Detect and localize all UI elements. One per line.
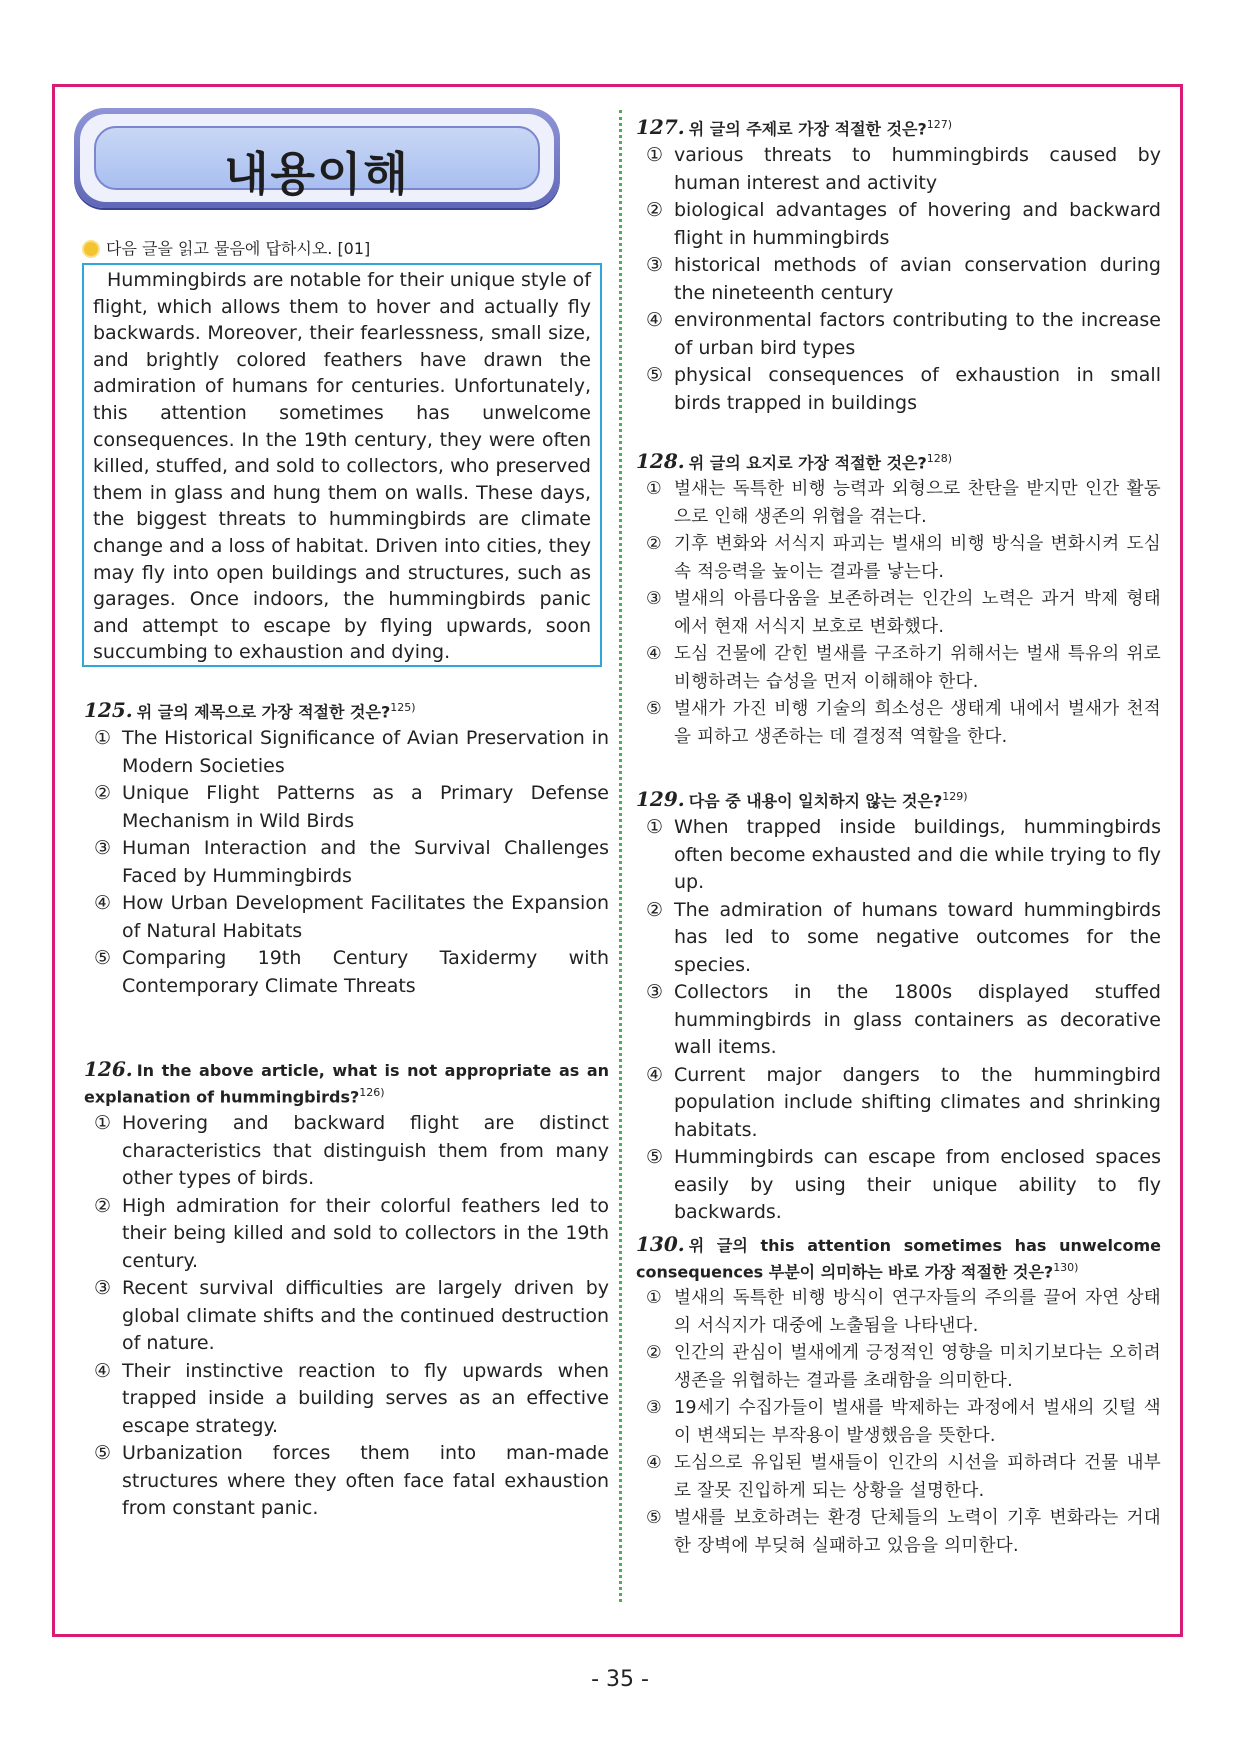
option-mark: ④ (646, 644, 662, 665)
option-3[interactable] (84, 835, 609, 890)
option-3[interactable] (84, 1275, 609, 1358)
option-4[interactable] (636, 1062, 1161, 1145)
option-text: High admiration for their colorful feathers led to their being killed and sold to collectors in the 19th century. (122, 1194, 609, 1272)
question-ref: 130) (1053, 1261, 1079, 1274)
option-4[interactable] (636, 641, 1161, 696)
option-mark: ③ (646, 981, 664, 1004)
option-mark: ③ (646, 254, 664, 277)
instruction (84, 236, 370, 259)
option-1[interactable] (84, 725, 609, 780)
question-ref: 128) (926, 452, 953, 465)
option-text: Current major dangers to the hummingbird population include shifting climates and shrinking habitats. (674, 1063, 1161, 1141)
question-prompt: 위 글의 this attention sometimes has unwelcome consequences 부분이 의미하는 바로 가장 적절한 것은? (636, 1236, 1161, 1282)
question-number: 129. (636, 787, 685, 812)
question-prompt: 위 글의 제목으로 가장 적절한 것은? (136, 702, 391, 722)
option-1[interactable] (636, 476, 1161, 531)
question-prompt: 다음 중 내용이 일치하지 않는 것은? (688, 791, 943, 811)
option-3[interactable] (636, 586, 1161, 641)
instruction-text: 다음 글을 읽고 물음에 답하시오. [01] (106, 239, 371, 258)
question-number: 125. (84, 698, 133, 723)
question-header (84, 1058, 609, 1108)
option-mark: ⑤ (94, 947, 112, 970)
page-number: - 35 - (591, 1667, 649, 1692)
option-mark: ② (94, 782, 112, 805)
question-header (636, 448, 1161, 474)
option-mark: ① (646, 1288, 662, 1309)
option-5[interactable] (636, 1144, 1161, 1227)
option-mark: ① (94, 727, 112, 750)
question-126 (84, 1058, 609, 1523)
question-129 (636, 786, 1161, 1227)
option-text: Unique Flight Patterns as a Primary Defense Mechanism in Wild Birds (122, 782, 609, 832)
question-125 (84, 697, 609, 1000)
option-text: 벌새가 가진 비행 기술의 희소성은 생태계 내에서 벌새가 천적을 피하고 생존하는 데 결정적 역할을 한다. (674, 699, 1161, 747)
page-title: 내용이해 (224, 147, 410, 201)
option-text: 인간의 관심이 벌새에게 긍정적인 영향을 미치기보다는 오히려 생존을 위협하는 결과를 초래함을 의미한다. (674, 1343, 1161, 1391)
question-number: 127. (636, 115, 685, 140)
option-4[interactable] (84, 890, 609, 945)
option-mark: ③ (646, 1398, 662, 1419)
option-text: Urbanization forces them into man-made structures where they often face fatal exhaustion from constant panic. (122, 1442, 609, 1520)
option-4[interactable] (84, 1358, 609, 1441)
option-5[interactable] (636, 696, 1161, 751)
question-ref: 127) (926, 118, 953, 131)
option-mark: ① (646, 816, 664, 839)
option-mark: ② (646, 1343, 662, 1364)
option-mark: ② (94, 1194, 112, 1217)
option-mark: ③ (94, 1277, 112, 1300)
question-ref: 125) (390, 701, 416, 714)
column-divider (619, 110, 622, 1602)
option-5[interactable] (84, 945, 609, 1000)
option-4[interactable] (636, 307, 1161, 362)
option-mark: ⑤ (646, 364, 664, 387)
option-text: 벌새의 아름다움을 보존하려는 인간의 노력은 과거 박제 형태에서 현재 서식지 보호로 변화했다. (674, 589, 1161, 637)
option-3[interactable] (636, 252, 1161, 307)
option-1[interactable] (636, 142, 1161, 197)
option-5[interactable] (636, 1505, 1161, 1560)
option-mark: ② (646, 534, 662, 555)
option-text: biological advantages of hovering and backward flight in hummingbirds (674, 199, 1161, 249)
option-mark: ① (646, 144, 664, 167)
option-1[interactable] (636, 1285, 1161, 1340)
question-prompt: 위 글의 요지로 가장 적절한 것은? (688, 453, 927, 473)
question-number: 128. (636, 449, 685, 474)
question-header (84, 697, 609, 723)
option-text: Hovering and backward flight are distinct characteristics that distinguish them from many other types of birds. (122, 1112, 609, 1190)
option-2[interactable] (636, 531, 1161, 586)
question-ref: 129) (942, 790, 968, 803)
option-mark: ④ (94, 1359, 112, 1382)
option-1[interactable] (636, 814, 1161, 897)
option-text: How Urban Development Facilitates the Expansion of Natural Habitats (122, 892, 609, 942)
option-mark: ⑤ (94, 1442, 112, 1465)
option-text: Hummingbirds can escape from enclosed spaces easily by using their unique ability to fly backwards. (674, 1146, 1161, 1224)
option-text: environmental factors contributing to the increase of urban bird types (674, 309, 1161, 359)
option-mark: ④ (646, 1453, 662, 1474)
option-text: Their instinctive reaction to fly upwards when trapped inside a building serves as an effective escape strategy. (122, 1359, 609, 1437)
option-4[interactable] (636, 1450, 1161, 1505)
option-mark: ④ (94, 892, 112, 915)
option-text: The admiration of humans toward hummingbirds has led to some negative outcomes for the species. (674, 898, 1161, 976)
question-prompt: 위 글의 주제로 가장 적절한 것은? (688, 119, 927, 139)
option-text: Human Interaction and the Survival Challenges Faced by Hummingbirds (122, 837, 609, 887)
question-127 (636, 114, 1161, 417)
title-banner (74, 108, 560, 208)
question-128 (636, 448, 1161, 751)
option-mark: ⑤ (646, 699, 662, 720)
option-5[interactable] (636, 362, 1161, 417)
option-2[interactable] (636, 197, 1161, 252)
option-1[interactable] (84, 1110, 609, 1193)
option-mark: ③ (94, 837, 112, 860)
question-ref: 126) (359, 1086, 385, 1099)
option-text: 기후 변화와 서식지 파괴는 벌새의 비행 방식을 변화시켜 도심 속 적응력을 높이는 결과를 낳는다. (674, 534, 1161, 582)
question-prompt: In the above article, what is not appropriate as an explanation of hummingbirds? (84, 1061, 609, 1107)
option-mark: ③ (646, 589, 662, 610)
passage-text: Hummingbirds are notable for their unique style of flight, which allows them to hover and actually fly backwards. Moreover, their fearlessness, small size, and brightly colored feathers have drawn the admiration of humans for centuries. Unfortunately, this attention sometimes has unwelcome consequences. In the 19th century, they were often killed, stuffed, and sold to collectors, who preserved them in glass and hung them on walls. These days, the biggest threats to hummingbirds are climate change and a loss of habitat. Driven into cities, they may fly into open buildings and structures, such as garages. Once indoors, the hummingbirds panic and attempt to escape by flying upwards, soon succumbing to exhaustion and dying. (93, 269, 591, 664)
option-text: Collectors in the 1800s displayed stuffed hummingbirds in glass containers as decorative wall items. (674, 981, 1161, 1059)
option-mark: ② (646, 199, 664, 222)
option-text: Comparing 19th Century Taxidermy with Contemporary Climate Threats (122, 947, 609, 997)
option-mark: ② (646, 898, 664, 921)
option-2[interactable] (84, 1193, 609, 1276)
flower-bullet-icon (84, 242, 98, 256)
option-3[interactable] (636, 1395, 1161, 1450)
question-header (636, 786, 1161, 812)
option-5[interactable] (84, 1440, 609, 1523)
option-text: historical methods of avian conservation during the nineteenth century (674, 254, 1161, 304)
option-text: When trapped inside buildings, hummingbirds often become exhausted and die while trying to fly up. (674, 816, 1161, 894)
option-text: 19세기 수집가들이 벌새를 박제하는 과정에서 벌새의 깃털 색이 변색되는 부작용이 발생했음을 뜻한다. (674, 1398, 1161, 1446)
question-130 (636, 1233, 1161, 1560)
option-mark: ① (646, 479, 662, 500)
option-text: Recent survival difficulties are largely driven by global climate shifts and the continued destruction of nature. (122, 1277, 609, 1355)
option-mark: ⑤ (646, 1146, 664, 1169)
option-text: 벌새는 독특한 비행 능력과 외형으로 찬탄을 받지만 인간 활동으로 인해 생존의 위협을 겪는다. (674, 479, 1161, 527)
option-text: physical consequences of exhaustion in small birds trapped in buildings (674, 364, 1161, 414)
option-mark: ① (94, 1112, 112, 1135)
question-header (636, 1233, 1161, 1283)
option-text: 벌새를 보호하려는 환경 단체들의 노력이 기후 변화라는 거대한 장벽에 부딪혀 실패하고 있음을 의미한다. (674, 1508, 1161, 1556)
question-number: 126. (84, 1057, 133, 1081)
option-mark: ⑤ (646, 1508, 662, 1529)
option-mark: ④ (646, 1063, 664, 1086)
option-3[interactable] (636, 979, 1161, 1062)
option-text: 도심으로 유입된 벌새들이 인간의 시선을 피하려다 건물 내부로 잘못 진입하게 되는 상황을 설명한다. (674, 1453, 1161, 1501)
option-2[interactable] (636, 1340, 1161, 1395)
option-2[interactable] (636, 897, 1161, 980)
option-text: 벌새의 독특한 비행 방식이 연구자들의 주의를 끌어 자연 상태의 서식지가 대중에 노출됨을 나타낸다. (674, 1288, 1161, 1336)
option-2[interactable] (84, 780, 609, 835)
question-header (636, 114, 1161, 140)
option-text: The Historical Significance of Avian Preservation in Modern Societies (122, 727, 609, 777)
option-mark: ④ (646, 309, 664, 332)
option-text: various threats to hummingbirds caused by human interest and activity (674, 144, 1161, 194)
option-text: 도심 건물에 갇힌 벌새를 구조하기 위해서는 벌새 특유의 위로 비행하려는 습성을 먼저 이해해야 한다. (674, 644, 1161, 692)
question-number: 130. (636, 1232, 685, 1256)
reading-passage (82, 263, 602, 667)
